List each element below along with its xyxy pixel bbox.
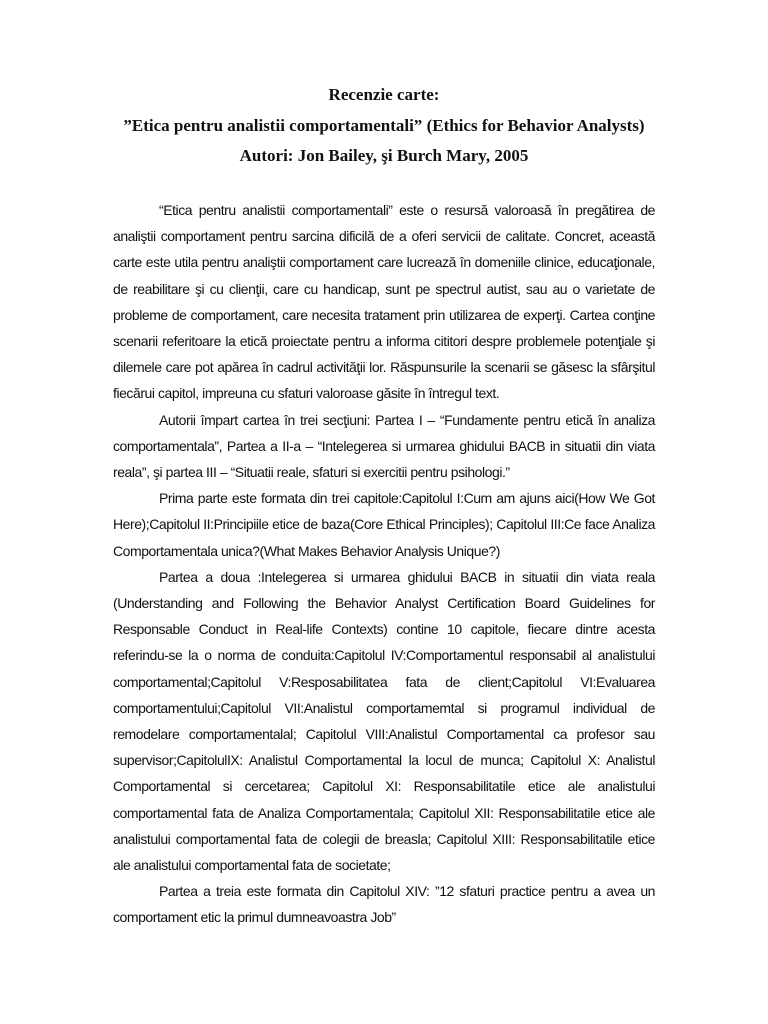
review-body — [113, 197, 655, 931]
authors-line: Autori: Jon Bailey, şi Burch Mary, 2005 — [239, 146, 529, 165]
paragraph-sections: Autorii împart cartea în trei secţiuni: Partea I – “Fundamente pentru etică în analiza comportamentala”, Partea a II-a – “Intelegerea si urmarea ghidului BACB in situatii din viata reala”, şi partea III – “Situatii reale, sfaturi si exercitii pentru psihologi.” — [113, 411, 655, 481]
book-title-ro: ”Etica pentru analistii comportamentali” — [123, 116, 423, 135]
review-title: Recenzie carte: — [328, 85, 440, 104]
book-title-en: (Ethics for Behavior Analysts) — [426, 116, 645, 135]
book-title — [0, 116, 768, 136]
paragraph-part-three: Partea a treia este formata din Capitolul XIV: ”12 sfaturi practice pentru a avea un comportament etic la primul dumneavoastra Job” — [113, 883, 655, 926]
paragraph-part-two: Partea a doua :Intelegerea si urmarea ghidului BACB in situatii din viata reala (Understanding and Following the Behavior Analyst Certification Board Guidelines for Responsable Conduct in Real-life Contexts) contine 10 capitole, fiecare dintre acesta referindu-se la o norma de conduita:Capitolul IV:Comportamentul responsabil al analistului comportamental;Capitolul V:Resposabilitatea fata de client;Capitolul VI:Evaluarea comportamentului;Capitolul VII:Analistul comportamemtal si programul individual de remodelare comportamentalal; Capitolul VIII:Analistul Comportamental ca profesor sau supervisor;CapitolulIX: Analistul Comportamental la locul de munca; Capitolul X: Analistul Comportamental si cercetarea; Capitolul XI: Responsabilitatile etice ale analistului comportamental fata de Analiza Comportamentala; Capitolul XII: Responsabilitatile etice ale analistului comportamental fata de colegii de breasla; Capitolul XIII: Responsabilitatile etice ale analistului comportamental fata de societate; — [113, 568, 655, 874]
paragraph-part-one: Prima parte este formata din trei capitole:Capitolul I:Cum am ajuns aici(How We Got Here);Capitolul II:Principiile etice de baza(Core Ethical Principles); Capitolul III:Ce face Analiza Comportamentala unica?(What Makes Behavior Analysis Unique?) — [113, 490, 655, 559]
paragraph-intro: “Etica pentru analistii comportamentali” este o resursă valoroasă în pregătirea de analiştii comportament pentru sarcina dificilă de a oferi servicii de calitate. Concret, această carte este utila pentru analiştii comportament care lucrează în domeniile clinice, educaţionale, de reabilitare şi cu clienţii, care cu handicap, sunt pe spectrul autist, sau au o varietate de probleme de comportament, care necesita tratament prin utilizarea de experţi. Cartea conţine scenarii referitoare la etică proiectate pentru a informa cititori despre problemele potenţiale şi dilemele care pot apărea în cadrul activităţii lor. Răspunsurile la scenarii se găsesc la sfârşitul fiecărui capitol, impreuna cu sfaturi valoroase găsite în întregul text. — [113, 202, 655, 402]
